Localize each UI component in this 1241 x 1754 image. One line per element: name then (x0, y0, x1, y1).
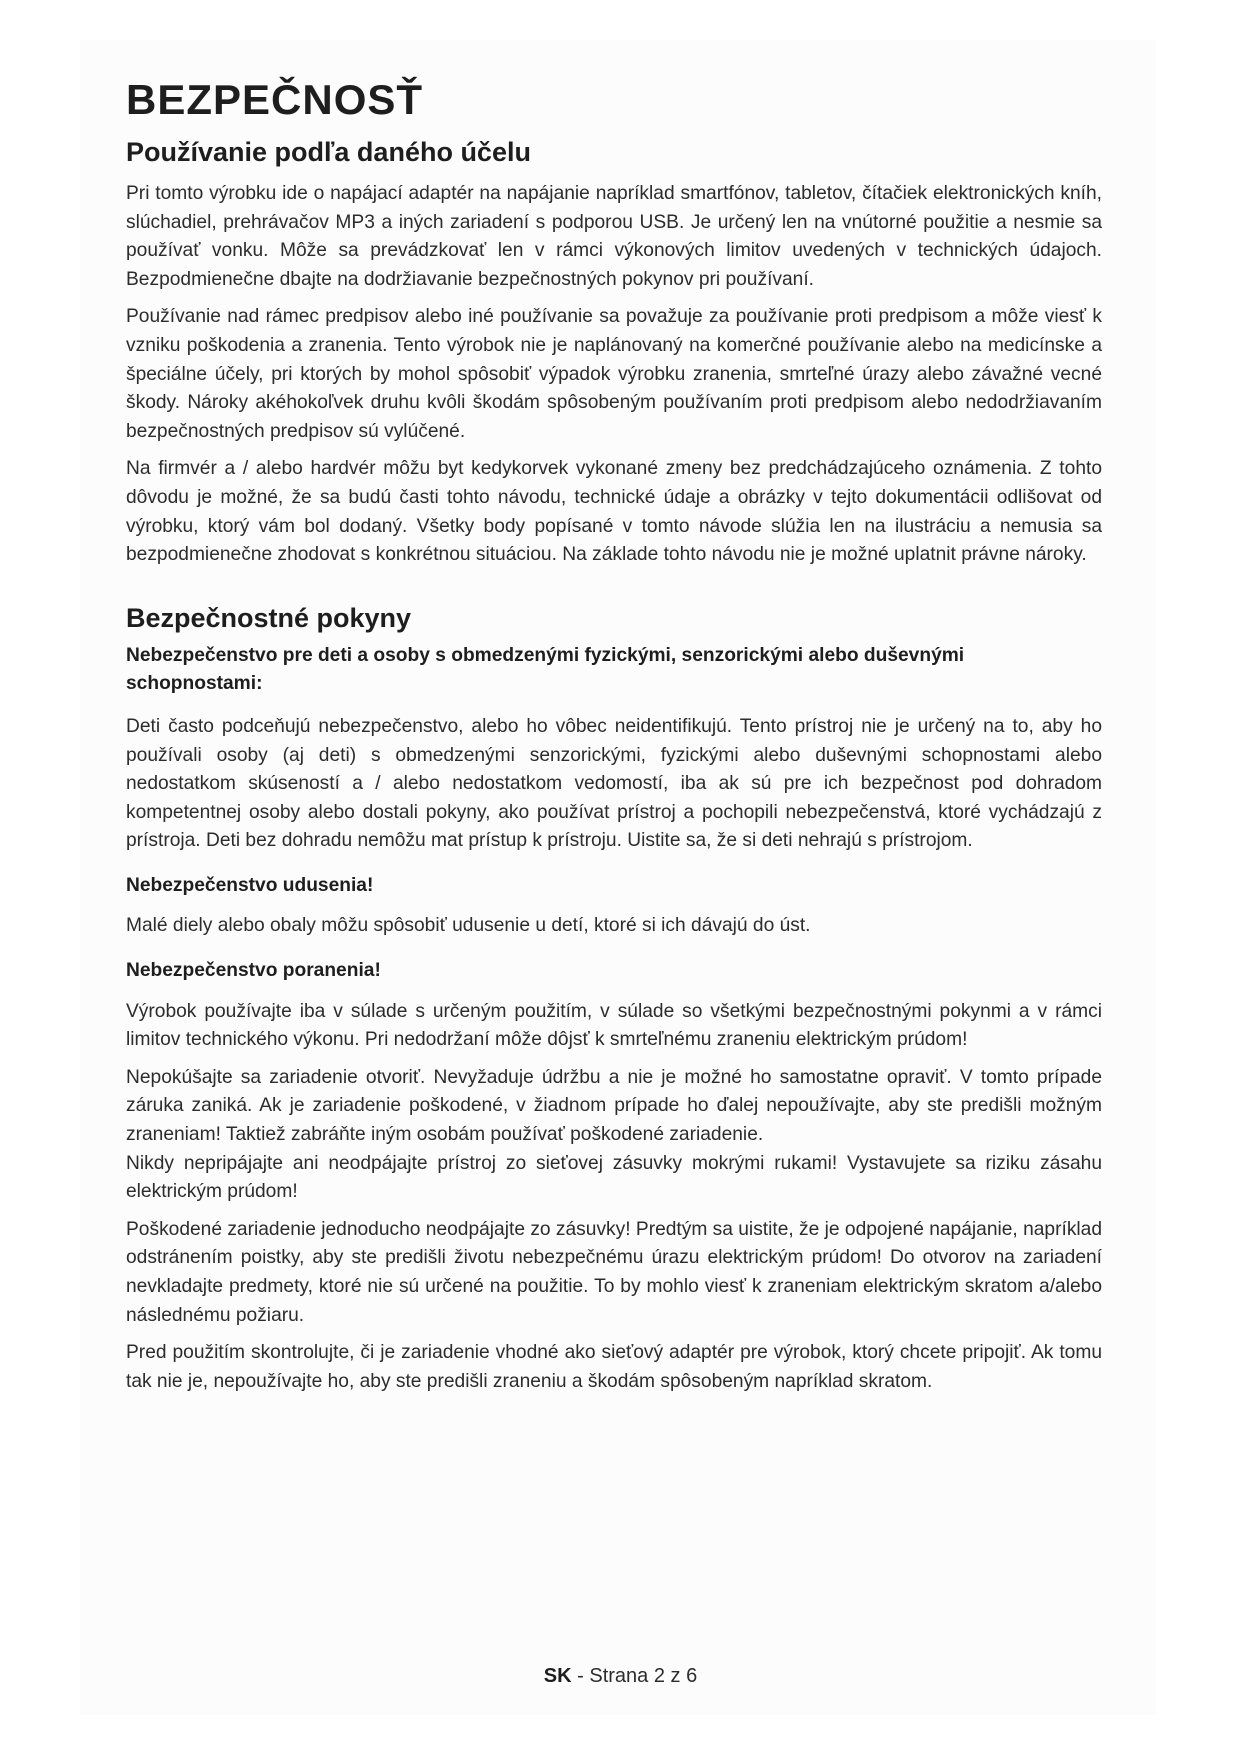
paragraph: Pred použitím skontrolujte, či je zariadenie vhodné ako sieťový adaptér pre výrobok, ktorý chcete pripojiť. Ak tomu tak nie je, nepoužívajte ho, aby ste predišli zraneniu a škodám spôsobeným napríklad skratom. (126, 1342, 1102, 1392)
section-intended-use (126, 134, 1102, 570)
paragraph: Nepokúšajte sa zariadenie otvoriť. Nevyžaduje údržbu a nie je možné ho samostatne opraviť. V tomto prípade záruka zaniká. Ak je zariadenie poškodené, v žiadnom prípade ho ďalej nepoužívajte, aby ste predišli možným zraneniam! Taktiež zabráňte iným osobám používať poškodené zariadenie. (126, 1066, 1102, 1146)
paragraph: Malé diely alebo obaly môžu spôsobiť udusenie u detí, ktoré si ich dávajú do úst. (126, 915, 811, 937)
subheading-injury-danger: Nebezpečenstvo poranenia! (126, 960, 381, 982)
subheading-suffocation-danger: Nebezpečenstvo udusenia! (126, 874, 374, 896)
paragraph: Výrobok používajte iba v súlade s určeným použitím, v súlade so všetkými bezpečnostnými pokynmi a v rámci limitov technického výkonu. Pri nedodržaní môže dôjsť k smrteľnému zraneniu elektrickým prúdom! (126, 1000, 1102, 1051)
footer-separator: - (571, 1665, 590, 1687)
document-body (126, 72, 1102, 1405)
paragraph: Na firmvér a / alebo hardvér môžu byt kedykorvek vykonané zmeny bez predchádzajúceho oznámenia. Z tohto dôvodu je možné, že sa budú časti tohto návodu, technické údaje a obrázky v tejto dokumentácii odlišovat od výrobku, ktorý vám bol dodaný. Všetky body popísané v tomto návode slúžia len na ilustráciu a nemusia sa bezpodmienečne zhodovat s konkrétnou situáciou. Na základe tohto návodu nie je možné uplatnit právne nároky. (126, 458, 1102, 566)
section-safety-instructions (126, 600, 1102, 1397)
paragraph: Poškodené zariadenie jednoducho neodpájajte zo zásuvky! Predtým sa uistite, že je odpojené napájanie, napríklad odstránením poistky, aby ste predišli životu nebezpečnému úrazu elektrickým prúdom! Do otvorov na zariadení nevkladajte predmety, ktoré nie sú určené na použitie. To by mohlo viesť k zraneniam elektrickým skratom a/alebo následnému požiaru. (126, 1218, 1103, 1326)
page-title: BEZPEČNOSŤ (126, 76, 424, 123)
paragraph: Deti často podceňujú nebezpečenstvo, alebo ho vôbec neidentifikujú. Tento prístroj nie je určený na to, aby ho používali osoby (aj deti) s obmedzenými senzorickými, fyzickými alebo duševnými schopnostami alebo nedostatkom skúseností a / alebo nedostatkom vedomostí, iba ak sú pre ich bezpečnost pod dohradom kompetentnej osoby alebo dostali pokyny, ako používat prístroj a pochopili nebezpečenstvá, ktoré vychádzajú z prístroja. Deti bez dohradu nemôžu mat prístup k prístroju. Uistite sa, že si deti nehrajú s prístrojom. (126, 715, 1102, 852)
paragraph: Nikdy nepripájajte ani neodpájajte prístroj zo sieťovej zásuvky mokrými rukami! Vystavujete sa riziku zásahu elektrickým prúdom! (126, 1152, 1102, 1203)
paragraph: Pri tomto výrobku ide o napájací adaptér na napájanie napríklad smartfónov, tabletov, čítačiek elektronických kníh, slúchadiel, prehrávačov MP3 a iných zariadení s podporou USB. Je určený len na vnútorné použitie a nesmie sa používať vonku. Môže sa prevádzkovať len v rámci výkonových limitov uvedených v technických údajoch. Bezpodmienečne dbajte na dodržiavanie bezpečnostných pokynov pri používaní. (126, 183, 1102, 290)
section-heading: Bezpečnostné pokyny (126, 602, 412, 633)
language-code: SK (543, 1665, 572, 1687)
page-number: Strana 2 z 6 (589, 1665, 698, 1687)
subheading-children-danger: Nebezpečenstvo pre deti a osoby s obmedzenými fyzickými, senzorickými alebo duševnými schopnostami: (126, 644, 965, 695)
paragraph: Používanie nad rámec predpisov alebo iné používanie sa považuje za používanie proti predpisom a môže viesť k vzniku poškodenia a zranenia. Tento výrobok nie je naplánovaný na komerčné používanie alebo na medicínske a špeciálne účely, pri ktorých by mohol spôsobiť výpadok výrobku zranenia, smrteľné úrazy alebo závažné vecné škody. Nároky akéhokoľvek druhu kvôli škodám spôsobeným používaním proti predpisom alebo nedodržiavaním bezpečnostných predpisov sú vylúčené. (126, 306, 1102, 442)
page-footer (0, 1665, 1241, 1688)
section-heading: Používanie podľa daného účelu (126, 137, 531, 167)
